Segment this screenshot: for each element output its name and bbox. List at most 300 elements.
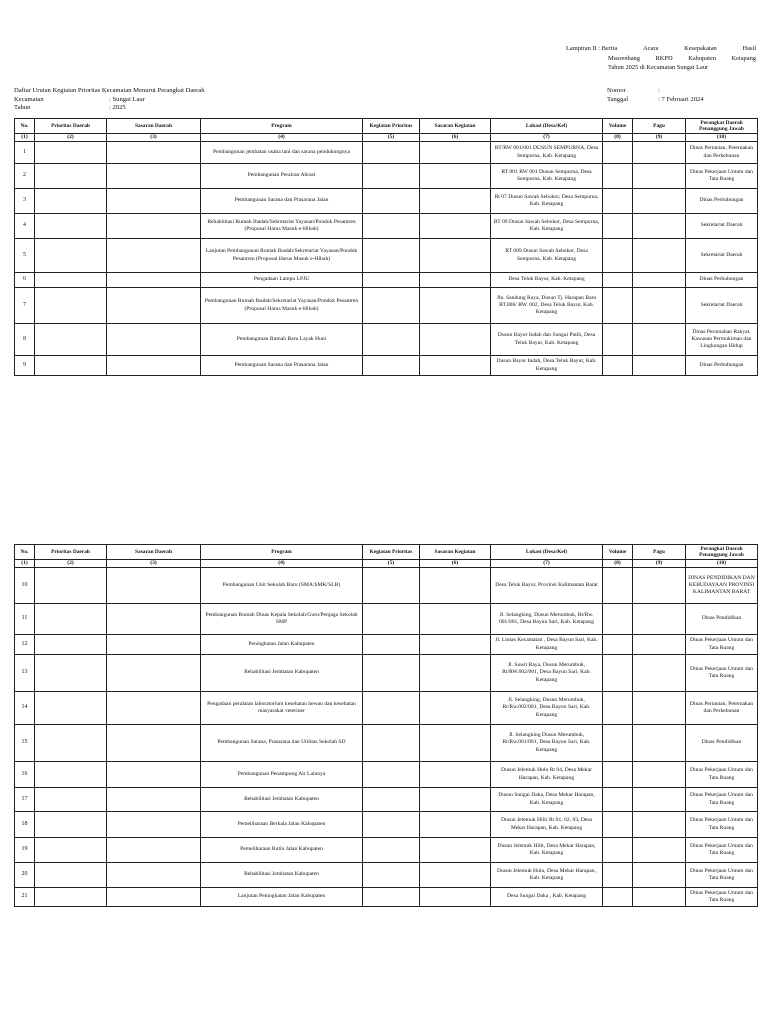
row-number: 18 — [15, 812, 35, 838]
sasaran-daerah-cell — [107, 725, 201, 762]
col-number: (4) — [201, 134, 363, 142]
table-row — [15, 214, 758, 239]
attachment-word: Lampiran II : Berita — [566, 45, 618, 52]
sasaran-daerah-cell — [107, 762, 201, 788]
volume-cell — [603, 239, 633, 273]
attachment-word: Kesepakatan — [684, 45, 717, 52]
program-cell: Pengadaan Lampu LPJU — [201, 273, 363, 288]
pagu-cell — [633, 142, 686, 164]
attachment-line-2 — [566, 54, 756, 64]
col-header: Kegiatan Prioritas — [363, 119, 420, 134]
program-cell: Pembangunan Sarana dan Prasarana Jalan — [201, 189, 363, 214]
sasaran-daerah-cell — [107, 239, 201, 273]
kegiatan-prioritas-cell — [363, 356, 420, 376]
col-number: (9) — [633, 560, 686, 568]
program-cell: Pemeliharaan Berkala Jalan Kabupaten — [201, 812, 363, 838]
perangkat-daerah-cell: Dinas Pekerjaan Umum dan Tata Ruang — [686, 888, 758, 907]
sasaran-daerah-cell — [107, 288, 201, 324]
volume-cell — [603, 214, 633, 239]
col-number: (5) — [363, 560, 420, 568]
table-row — [15, 692, 758, 725]
perangkat-daerah-cell: Dinas Pekerjaan Umum dan Tata Ruang — [686, 762, 758, 788]
lokasi-cell: Jl. Selangking Dusun Merumbuk, Rt/Rw.001/001, Desa Bayun Sari, Kab. Ketapang — [491, 725, 603, 762]
row-number: 7 — [15, 288, 35, 324]
table-row — [15, 164, 758, 189]
row-number: 12 — [15, 635, 35, 655]
kegiatan-prioritas-cell — [363, 604, 420, 635]
sasaran-kegiatan-cell — [420, 273, 491, 288]
sasaran-kegiatan-cell — [420, 142, 491, 164]
col-header: No. — [15, 545, 35, 560]
row-number: 14 — [15, 692, 35, 725]
sasaran-daerah-cell — [107, 273, 201, 288]
row-number: 21 — [15, 888, 35, 907]
kegiatan-prioritas-cell — [363, 788, 420, 812]
program-cell: Pembangunan Sarana, Prasarana dan Utilitas Sekolah SD — [201, 725, 363, 762]
attachment-word: Acara — [643, 45, 659, 52]
pagu-cell — [633, 863, 686, 888]
prioritas-daerah-cell — [35, 655, 107, 692]
col-number: (9) — [633, 134, 686, 142]
tahun-field — [14, 104, 414, 113]
volume-cell — [603, 142, 633, 164]
col-header: Volume — [603, 119, 633, 134]
col-number: (2) — [35, 134, 107, 142]
table-row — [15, 189, 758, 214]
sasaran-kegiatan-cell — [420, 214, 491, 239]
row-number: 9 — [15, 356, 35, 376]
col-number: (7) — [491, 134, 603, 142]
sasaran-kegiatan-cell — [420, 692, 491, 725]
attachment-word: RKPD — [655, 54, 673, 62]
sasaran-kegiatan-cell — [420, 888, 491, 907]
prioritas-daerah-cell — [35, 273, 107, 288]
lokasi-cell: RT 001 RW 001 Dusun Sempurna, Desa Sempurna, Kab. Ketapang — [491, 164, 603, 189]
col-number: (4) — [201, 560, 363, 568]
sasaran-daerah-cell — [107, 635, 201, 655]
program-cell: Pembangunan Rumah Ibadah/Sekretariat Yayasan/Pondok Pesantren (Proposal Harus Masuk e-Hibah) — [201, 288, 363, 324]
sasaran-kegiatan-cell — [420, 568, 491, 604]
program-cell: Pembangunan Penampung Air Lainnya — [201, 762, 363, 788]
nomor-value: : — [658, 87, 660, 94]
prioritas-daerah-cell — [35, 604, 107, 635]
pagu-cell — [633, 356, 686, 376]
tanggal-label: Tanggal — [607, 95, 629, 103]
kecamatan-value: : Sungai Laur — [109, 95, 145, 103]
col-number: (8) — [603, 134, 633, 142]
attachment-word: Ketapang — [731, 54, 756, 62]
prioritas-daerah-cell — [35, 812, 107, 838]
table-row — [15, 239, 758, 273]
perangkat-daerah-cell: Dinas Pendidikan — [686, 604, 758, 635]
header-row — [15, 545, 758, 560]
sasaran-daerah-cell — [107, 692, 201, 725]
table-row — [15, 604, 758, 635]
kegiatan-prioritas-cell — [363, 142, 420, 164]
volume-cell — [603, 189, 633, 214]
lokasi-cell: RT/RW 001/001 DUSUN SEMPURNA, Desa Sempurna, Kab. Ketapang — [491, 142, 603, 164]
pagu-cell — [633, 568, 686, 604]
pagu-cell — [633, 273, 686, 288]
lokasi-cell: Desa Sungai Daka , Kab. Ketapang — [491, 888, 603, 907]
kegiatan-prioritas-cell — [363, 164, 420, 189]
lokasi-cell: Dusun Jelemuk Hulu Rt 04, Desa Mekar Harapan, Kab. Ketapang — [491, 762, 603, 788]
sasaran-kegiatan-cell — [420, 838, 491, 863]
kegiatan-prioritas-cell — [363, 568, 420, 604]
perangkat-daerah-cell: Dinas Pekerjaan Umum dan Tata Ruang — [686, 812, 758, 838]
row-number: 20 — [15, 863, 35, 888]
prioritas-daerah-cell — [35, 635, 107, 655]
perangkat-daerah-cell: Sekretariat Daerah — [686, 214, 758, 239]
table-row — [15, 356, 758, 376]
sasaran-kegiatan-cell — [420, 356, 491, 376]
row-number: 17 — [15, 788, 35, 812]
col-header: Prioritas Daerah — [35, 545, 107, 560]
table-row — [15, 863, 758, 888]
col-number: (1) — [15, 134, 35, 142]
table-row — [15, 635, 758, 655]
pagu-cell — [633, 189, 686, 214]
pagu-cell — [633, 692, 686, 725]
program-cell: Rehabilitasi Jembatan Kabupaten — [201, 788, 363, 812]
table-1-body — [15, 142, 758, 376]
sasaran-daerah-cell — [107, 788, 201, 812]
volume-cell — [603, 273, 633, 288]
tanggal-value: : 7 Februari 2024 — [658, 95, 704, 103]
col-header: Prioritas Daerah — [35, 119, 107, 134]
col-header: Sasaran Kegiatan — [420, 119, 491, 134]
row-number: 11 — [15, 604, 35, 635]
lokasi-cell: Rt 07 Dusun Sawah Sebokor, Desa Sempurna, Kab. Ketapang — [491, 189, 603, 214]
volume-cell — [603, 288, 633, 324]
kegiatan-prioritas-cell — [363, 239, 420, 273]
sasaran-kegiatan-cell — [420, 863, 491, 888]
row-number: 5 — [15, 239, 35, 273]
prioritas-daerah-cell — [35, 214, 107, 239]
lokasi-cell: Dusun Jelemuk Hilir, Desa Mekar Harapan, Kab. Ketapang — [491, 838, 603, 863]
table-row — [15, 838, 758, 863]
header-left — [14, 87, 414, 113]
volume-cell — [603, 164, 633, 189]
perangkat-daerah-cell: Sekretariat Daerah — [686, 288, 758, 324]
program-cell: Pembangunan Rumah Dinas Kepala Sekolah/Guru/Penjaga Sekolah SMP — [201, 604, 363, 635]
sasaran-daerah-cell — [107, 888, 201, 907]
row-number: 10 — [15, 568, 35, 604]
sasaran-kegiatan-cell — [420, 635, 491, 655]
volume-cell — [603, 604, 633, 635]
row-number: 6 — [15, 273, 35, 288]
attachment-line-3: Tahun 2025 di Kecamatan Sungai Laur — [608, 64, 709, 71]
col-header: No. — [15, 119, 35, 134]
table-row — [15, 762, 758, 788]
perangkat-daerah-cell: Dinas Perhubungan — [686, 273, 758, 288]
row-number: 15 — [15, 725, 35, 762]
prioritas-daerah-cell — [35, 189, 107, 214]
volume-cell — [603, 762, 633, 788]
sasaran-daerah-cell — [107, 142, 201, 164]
perangkat-daerah-cell: Dinas Pertanian, Peternakan dan Perkebunan — [686, 142, 758, 164]
volume-cell — [603, 692, 633, 725]
lokasi-cell: Dusun Jelemuk Hilir Rt 01, 02, 03, Desa Mekar Harapan, Kab. Ketapang — [491, 812, 603, 838]
perangkat-daerah-cell: Dinas Pendidikan — [686, 725, 758, 762]
pagu-cell — [633, 324, 686, 356]
col-header: Pagu — [633, 545, 686, 560]
table-row — [15, 788, 758, 812]
table-row — [15, 888, 758, 907]
program-cell: Pembangunan Perairan Abrasi — [201, 164, 363, 189]
program-cell: Pembangunan Sarana dan Prasarana Jalan — [201, 356, 363, 376]
perangkat-daerah-cell: Dinas Perhubungan — [686, 356, 758, 376]
sasaran-daerah-cell — [107, 655, 201, 692]
lokasi-cell: Jl. Sawit Raya, Dusun Merumbuk, Rt/RW.002/001, Desa Bayun Sari, Kab. Ketapang — [491, 655, 603, 692]
sasaran-daerah-cell — [107, 324, 201, 356]
lokasi-cell: Jl. Selangking, Dusun Merumbuk, Rt/Rw.002/001, Desa Bayun Sari, Kab. Ketapang — [491, 692, 603, 725]
prioritas-daerah-cell — [35, 142, 107, 164]
kecamatan-field — [14, 96, 414, 105]
kegiatan-prioritas-cell — [363, 692, 420, 725]
perangkat-daerah-cell: Dinas Perhubungan — [686, 189, 758, 214]
lokasi-cell: Jl. Selangking, Dusun Merumbuk, Rt/Rw. 001/001, Desa Bayun Sari, Kab. Ketapang — [491, 604, 603, 635]
program-cell: Pengadaan peralatan laboratorium kesehatan hewan dan kesehatan masyarakat veteriner — [201, 692, 363, 725]
program-cell: Lanjutan Pembangunan Rumah Ibadah/Sekretariat Yayasan/Pondok Pesantren (Proposal Harus Masuk e-Hibah) — [201, 239, 363, 273]
sasaran-kegiatan-cell — [420, 189, 491, 214]
lokasi-cell: RT 09 Dusun Sawah Sebokor, Desa Sempurna, Kab. Ketapang — [491, 214, 603, 239]
prioritas-daerah-cell — [35, 788, 107, 812]
pagu-cell — [633, 762, 686, 788]
nomor-field — [607, 87, 757, 96]
program-cell: Rehabilitasi Rumah Ibadah/Sekretariat Yayasan/Pondok Pesantren (Proposal Harus Masuk e-Hibah) — [201, 214, 363, 239]
prioritas-daerah-cell — [35, 356, 107, 376]
sasaran-daerah-cell — [107, 164, 201, 189]
col-number: (3) — [107, 134, 201, 142]
nomor-label: Nomor — [607, 87, 626, 94]
attachment-word: Hasil — [742, 45, 756, 52]
col-header: Program — [201, 119, 363, 134]
prioritas-daerah-cell — [35, 863, 107, 888]
sasaran-daerah-cell — [107, 604, 201, 635]
volume-cell — [603, 324, 633, 356]
lokasi-cell: Dusun Sungai Daka, Desa Mekar Harapan, Kab. Ketapang — [491, 788, 603, 812]
volume-cell — [603, 788, 633, 812]
kegiatan-prioritas-cell — [363, 888, 420, 907]
kegiatan-prioritas-cell — [363, 655, 420, 692]
pagu-cell — [633, 788, 686, 812]
row-number: 19 — [15, 838, 35, 863]
sasaran-kegiatan-cell — [420, 812, 491, 838]
pagu-cell — [633, 164, 686, 189]
sasaran-kegiatan-cell — [420, 762, 491, 788]
sasaran-daerah-cell — [107, 214, 201, 239]
lokasi-cell: Jln. Sandung Raya, Dusun Tj. Harapan Baru RT.006/ RW. 002, Desa Teluk Bayur, Kab. Ketapang — [491, 288, 603, 324]
prioritas-daerah-cell — [35, 164, 107, 189]
pagu-cell — [633, 812, 686, 838]
col-header: Sasaran Daerah — [107, 545, 201, 560]
row-number: 13 — [15, 655, 35, 692]
volume-cell — [603, 863, 633, 888]
kegiatan-prioritas-cell — [363, 863, 420, 888]
row-number: 2 — [15, 164, 35, 189]
row-number: 1 — [15, 142, 35, 164]
sasaran-daerah-cell — [107, 568, 201, 604]
sasaran-daerah-cell — [107, 838, 201, 863]
lokasi-cell: Desa Teluk Bayur, Provinsi Kalimantan Barat — [491, 568, 603, 604]
perangkat-daerah-cell: DINAS PENDIDIKAN DAN KEBUDAYAAN PROVINSI KALIMANTAN BARAT — [686, 568, 758, 604]
lokasi-cell: RT 009 Dusun Sawah Sebokor, Desa Sempurna, Kab. Ketapang — [491, 239, 603, 273]
priority-table-1 — [14, 118, 758, 376]
tanggal-field — [607, 96, 757, 105]
kegiatan-prioritas-cell — [363, 324, 420, 356]
volume-cell — [603, 812, 633, 838]
perangkat-daerah-cell: Dinas Pertanian, Peternakan dan Perkebunan — [686, 692, 758, 725]
col-header: Perangkat Daerah Penanggung Jawab — [686, 545, 758, 560]
col-number: (1) — [15, 560, 35, 568]
col-header: Perangkat Daerah Penanggung Jawab — [686, 119, 758, 134]
program-cell: Rehabilitasi Jembatan Kabupaten — [201, 655, 363, 692]
perangkat-daerah-cell: Dinas Pekerjaan Umum dan Tata Ruang — [686, 863, 758, 888]
sasaran-daerah-cell — [107, 863, 201, 888]
lokasi-cell: Jl. Lintas Kecamatan , Desa Bayun Sari, Kab. Ketapang — [491, 635, 603, 655]
kegiatan-prioritas-cell — [363, 725, 420, 762]
col-header: Kegiatan Prioritas — [363, 545, 420, 560]
pagu-cell — [633, 214, 686, 239]
table-row — [15, 568, 758, 604]
attachment-word: Musrenbang — [608, 54, 640, 62]
tahun-label: Tahun — [14, 104, 31, 111]
attachment-note — [566, 44, 756, 73]
program-cell: Pembangunan jembatan usaha tani dan sarana pendukungnya — [201, 142, 363, 164]
program-cell: Peningkatan Jalan Kabupaten — [201, 635, 363, 655]
sasaran-kegiatan-cell — [420, 324, 491, 356]
sasaran-daerah-cell — [107, 356, 201, 376]
lokasi-cell: Dusun Jelemuk Hulu, Desa Mekar Harapan, Kab. Ketapang — [491, 863, 603, 888]
perangkat-daerah-cell: Dinas Pekerjaan Umum dan Tata Ruang — [686, 788, 758, 812]
col-number: (8) — [603, 560, 633, 568]
kegiatan-prioritas-cell — [363, 812, 420, 838]
col-number: (3) — [107, 560, 201, 568]
lokasi-cell: Desa Teluk Bayur, Kab. Ketapang — [491, 273, 603, 288]
prioritas-daerah-cell — [35, 762, 107, 788]
prioritas-daerah-cell — [35, 288, 107, 324]
volume-cell — [603, 635, 633, 655]
table-row — [15, 324, 758, 356]
sasaran-kegiatan-cell — [420, 604, 491, 635]
col-number: (5) — [363, 134, 420, 142]
perangkat-daerah-cell: Dinas Perumahan Rakyat, Kawasan Permukiman dan Lingkungan Hidup — [686, 324, 758, 356]
sasaran-kegiatan-cell — [420, 239, 491, 273]
sasaran-kegiatan-cell — [420, 725, 491, 762]
pagu-cell — [633, 888, 686, 907]
prioritas-daerah-cell — [35, 692, 107, 725]
sasaran-kegiatan-cell — [420, 164, 491, 189]
volume-cell — [603, 568, 633, 604]
pagu-cell — [633, 288, 686, 324]
perangkat-daerah-cell: Sekretariat Daerah — [686, 239, 758, 273]
table-row — [15, 288, 758, 324]
kegiatan-prioritas-cell — [363, 635, 420, 655]
col-header: Program — [201, 545, 363, 560]
pagu-cell — [633, 725, 686, 762]
prioritas-daerah-cell — [35, 838, 107, 863]
lokasi-cell: Dusun Bayur Indah dan Sungai Putih, Desa Teluk Bayur, Kab. Ketapang — [491, 324, 603, 356]
header-right — [607, 87, 757, 104]
table-2-body — [15, 568, 758, 907]
pagu-cell — [633, 655, 686, 692]
pagu-cell — [633, 838, 686, 863]
col-header: Lokasi (Desa/Kel) — [491, 119, 603, 134]
volume-cell — [603, 888, 633, 907]
kecamatan-label: Kecamatan — [14, 95, 44, 103]
table-row — [15, 655, 758, 692]
program-cell: Pembangunan Unit Sekolah Baru (SMA/SMK/SLB) — [201, 568, 363, 604]
perangkat-daerah-cell: Dinas Pekerjaan Umum dan Tata Ruang — [686, 635, 758, 655]
row-number: 4 — [15, 214, 35, 239]
kegiatan-prioritas-cell — [363, 214, 420, 239]
pagu-cell — [633, 604, 686, 635]
perangkat-daerah-cell: Dinas Pekerjaan Umum dan Tata Ruang — [686, 838, 758, 863]
table-row — [15, 142, 758, 164]
col-number: (10) — [686, 134, 758, 142]
sasaran-kegiatan-cell — [420, 788, 491, 812]
pagu-cell — [633, 239, 686, 273]
prioritas-daerah-cell — [35, 568, 107, 604]
header-row — [15, 119, 758, 134]
table-row — [15, 812, 758, 838]
row-number: 8 — [15, 324, 35, 356]
program-cell: Rehabilitasi Jembatan Kabupaten — [201, 863, 363, 888]
col-number: (2) — [35, 560, 107, 568]
pagu-cell — [633, 635, 686, 655]
volume-cell — [603, 655, 633, 692]
sasaran-kegiatan-cell — [420, 655, 491, 692]
table-row — [15, 273, 758, 288]
col-header: Pagu — [633, 119, 686, 134]
kegiatan-prioritas-cell — [363, 189, 420, 214]
sasaran-kegiatan-cell — [420, 288, 491, 324]
prioritas-daerah-cell — [35, 239, 107, 273]
col-number: (10) — [686, 560, 758, 568]
col-header: Sasaran Daerah — [107, 119, 201, 134]
document-title: Daftar Urutan Kegiatan Prioritas Kecamatan Menurut Perangkat Daerah — [14, 87, 205, 94]
program-cell: Lanjutan Peningkatan Jalan Kabupaten — [201, 888, 363, 907]
row-number: 16 — [15, 762, 35, 788]
kegiatan-prioritas-cell — [363, 273, 420, 288]
col-number: (7) — [491, 560, 603, 568]
volume-cell — [603, 356, 633, 376]
program-cell: Pemeliharaan Rutin Jalan Kabupaten — [201, 838, 363, 863]
prioritas-daerah-cell — [35, 324, 107, 356]
col-number: (6) — [420, 134, 491, 142]
col-number: (6) — [420, 560, 491, 568]
lokasi-cell: Dusun Bayur Indah, Desa Teluk Bayur, Kab. Ketapang — [491, 356, 603, 376]
table-row — [15, 725, 758, 762]
program-cell: Pembangunan Rumah Baru Layak Huni — [201, 324, 363, 356]
row-number: 3 — [15, 189, 35, 214]
attachment-word: Kabupaten — [688, 54, 716, 62]
col-header: Lokasi (Desa/Kel) — [491, 545, 603, 560]
kegiatan-prioritas-cell — [363, 288, 420, 324]
perangkat-daerah-cell: Dinas Pekerjaan Umum dan Tata Ruang — [686, 655, 758, 692]
tahun-value: : 2025 — [109, 104, 126, 111]
attachment-line-1 — [566, 44, 756, 54]
kegiatan-prioritas-cell — [363, 838, 420, 863]
kegiatan-prioritas-cell — [363, 762, 420, 788]
col-header: Volume — [603, 545, 633, 560]
priority-table-2 — [14, 544, 758, 907]
sasaran-daerah-cell — [107, 189, 201, 214]
prioritas-daerah-cell — [35, 725, 107, 762]
column-number-row — [15, 560, 758, 568]
volume-cell — [603, 838, 633, 863]
